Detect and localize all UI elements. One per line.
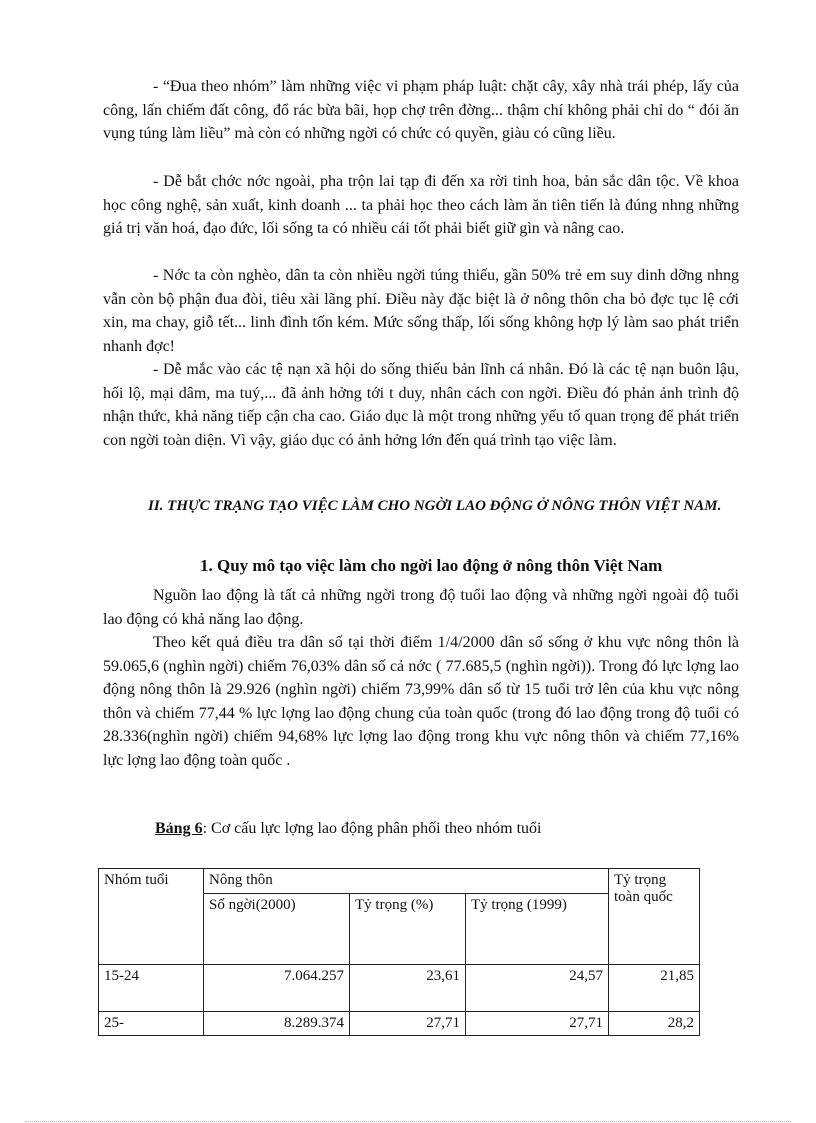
paragraph-5: Nguồn lao động là tất cả những ngời trong độ tuổi lao động và những ngời ngoài độ tuổi lao động có khả năng lao động.: [103, 587, 739, 628]
age-group-table: [98, 868, 700, 1036]
paragraph-4: - Dễ mắc vào các tệ nạn xã hội do sống thiếu bản lĩnh cá nhân. Đó là các tệ nạn buôn lậu, hối lộ, mại dâm, ma tuý,... đã ảnh hởng tới t duy, nhân cách con ngời. Điều đó phản ảnh trình độ nhận thức, khả năng tiếp cận cha cao. Giáo dục là một trong những yếu tố quan trọng để phát triển con ngời toàn diện. Vì vậy, giáo dục có ảnh hởng lớn đến quá trình tạo việc làm.: [103, 361, 739, 449]
paragraph-1: - “Đua theo nhóm” làm những việc vi phạm pháp luật: chặt cây, xây nhà trái phép, lấy của công, lấn chiếm đất công, đổ rác bừa bãi, họp chợ trên đờng... thậm chí không phải chỉ do “ đói ăn vụng túng làm liều” mà còn có những ngời có chức có quyền, giàu có cũng liều.: [103, 78, 739, 142]
paragraph-6: Theo kết quả điều tra dân số tại thời điểm 1/4/2000 dân số sống ở khu vực nông thôn là 59.065,6 (nghìn ngời) chiếm 76,03% dân số cả nớc ( 77.685,5 (nghìn ngời)). Trong đó lực lợng lao động nông thôn là 29.926 (nghìn ngời) chiếm 73,99% dân số từ 15 tuổi trở lên của khu vực nông thôn và chiếm 77,44 % lực lợng lao động chung của toàn quốc (trong đó lao động trong độ tuổi có 28.336(nghìn ngời) chiếm 94,68% lực lợng lao động trong khu vực nông thôn và chiếm 77,16% lực lợng lao động toàn quốc .: [103, 634, 739, 769]
header-share: Tỷ trọng (%): [350, 894, 466, 965]
page-bottom-rule: [25, 1121, 791, 1122]
header-count: Số ngời(2000): [204, 894, 350, 965]
header-national: Tỷ trọng toàn quốc: [609, 869, 700, 965]
cell-age-group: 25-: [99, 1012, 204, 1036]
cell-count: 8.289.374: [204, 1012, 350, 1036]
cell-share-1999: 27,71: [466, 1012, 609, 1036]
subsection-heading: 1. Quy mô tạo việc làm cho ngời lao động ở nông thôn Việt Nam: [200, 556, 663, 575]
cell-share-1999: 24,57: [466, 965, 609, 1012]
cell-age-group: 15-24: [99, 965, 204, 1012]
header-age-group: Nhóm tuổi: [99, 869, 204, 965]
table-caption: Bảng 6: Cơ cấu lực lợng lao động phân phối theo nhóm tuổi: [155, 820, 542, 837]
header-share-1999: Tỷ trọng (1999): [466, 894, 609, 965]
table-row: [99, 1012, 700, 1036]
cell-count: 7.064.257: [204, 965, 350, 1012]
table-row: [99, 965, 700, 1012]
cell-national: 28,2: [609, 1012, 700, 1036]
section-heading: II. THỰC TRẠNG TẠO VIỆC LÀM CHO NGỜI LAO ĐỘNG Ở NÔNG THÔN VIỆT NAM.: [148, 498, 722, 514]
cell-share: 23,61: [350, 965, 466, 1012]
paragraph-3: - Nớc ta còn nghèo, dân ta còn nhiều ngời túng thiếu, gần 50% trẻ em suy dinh dỡng nhng vẫn còn bộ phận đua đòi, tiêu xài lãng phí. Điều này đặc biệt là ở nông thôn cha bỏ đợc tục lệ cới xin, ma chay, giỗ tết... linh đình tốn kém. Mức sống thấp, lối sống không hợp lý làm sao phát triển nhanh đợc!: [103, 267, 739, 355]
table-header-row: [99, 869, 700, 894]
paragraph-2: - Dễ bắt chớc nớc ngoài, pha trộn lai tạp đi đến xa rời tinh hoa, bản sắc dân tộc. Về khoa học công nghệ, sản xuất, kinh doanh ... ta phải học theo cách làm ăn tiên tiến là đúng nhng những giá trị văn hoá, đạo đức, lối sống ta có nhiều cái tốt phải biết giữ gìn và nâng cao.: [103, 173, 739, 237]
header-rural: Nông thôn: [204, 869, 609, 894]
cell-national: 21,85: [609, 965, 700, 1012]
cell-share: 27,71: [350, 1012, 466, 1036]
